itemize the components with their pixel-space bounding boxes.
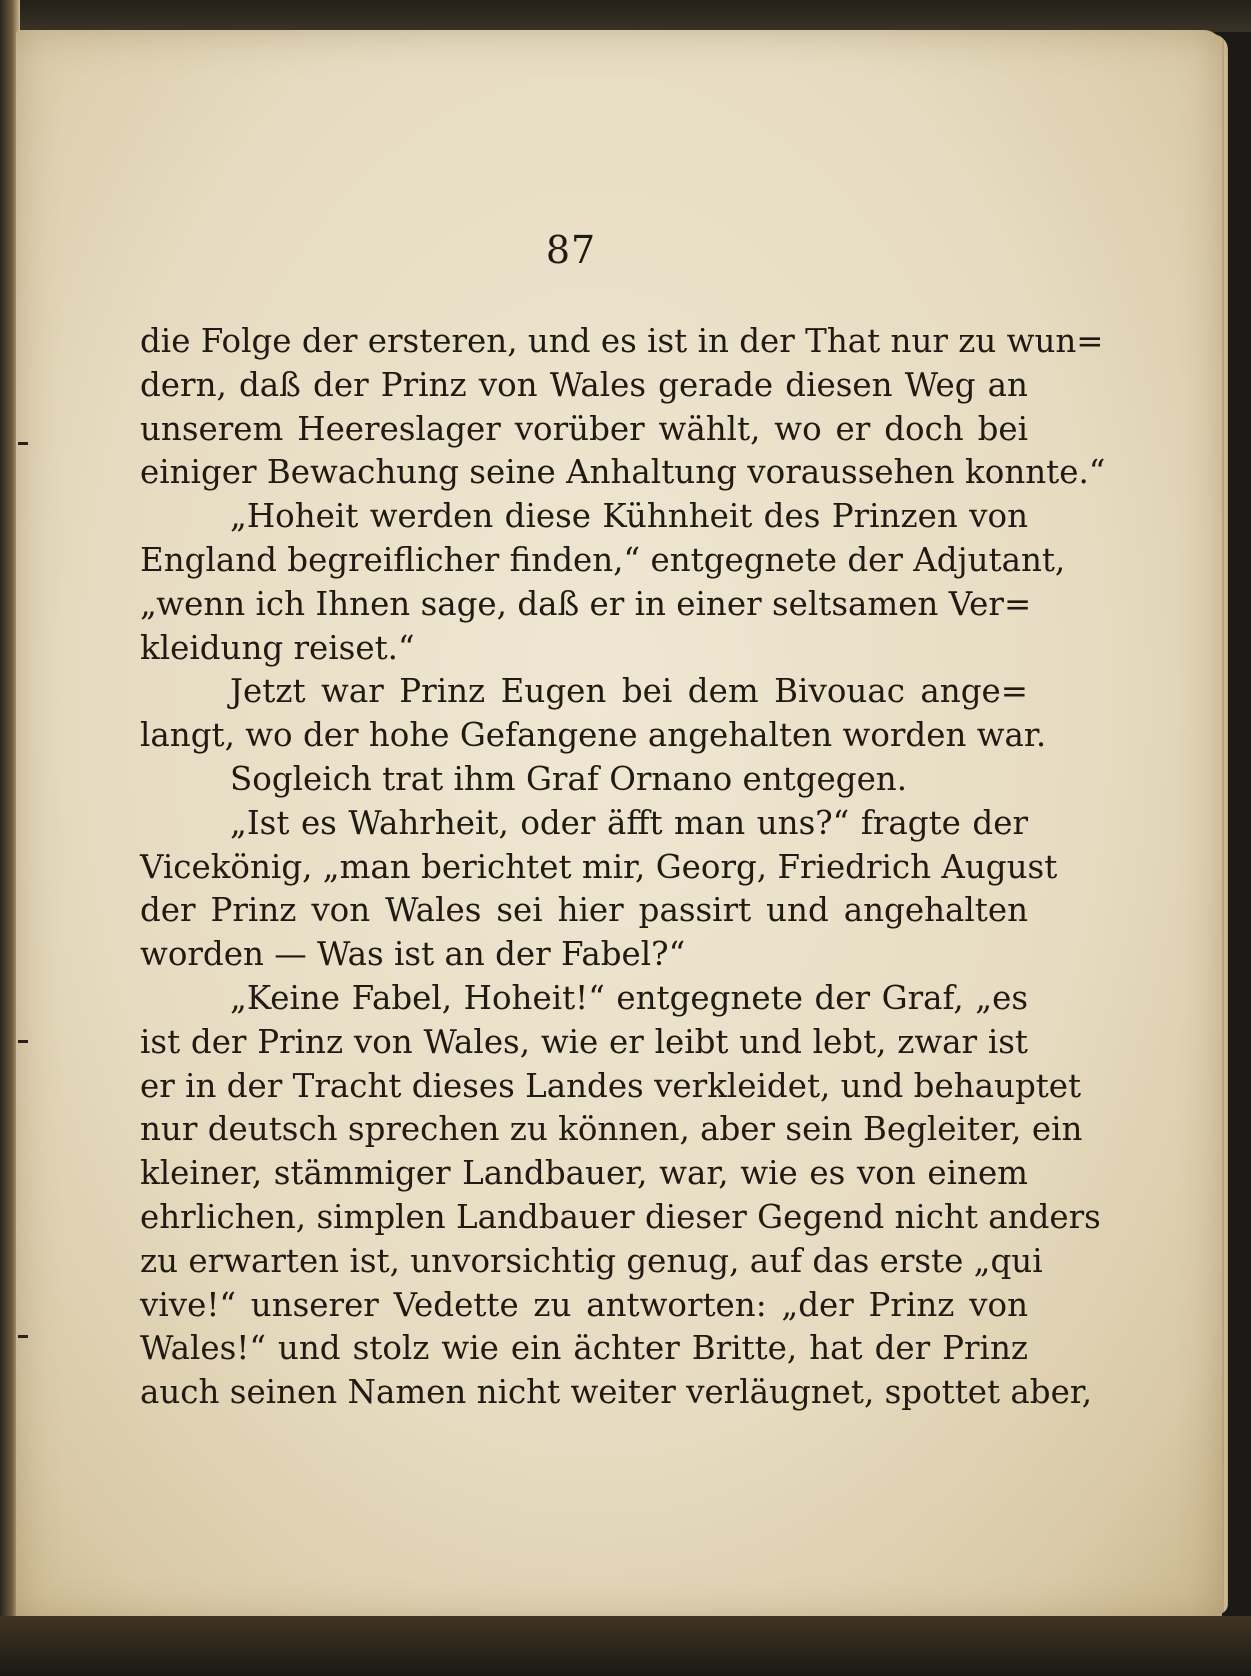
text-line: zu erwarten ist, unvorsichtig genug, auf das erste „qui — [140, 1241, 1043, 1280]
text-line: kleiner, stämmiger Landbauer, war, wie es von einem — [140, 1154, 1028, 1193]
text-line: ist der Prinz von Wales, wie er leibt und lebt, zwar ist — [140, 1022, 1028, 1061]
text-line: nur deutsch sprechen zu können, aber sein Begleiter, ein — [140, 1110, 1083, 1149]
text-line: Wales!“ und stolz wie ein ächter Britte, hat der Prinz — [140, 1329, 1028, 1368]
margin-mark — [18, 1040, 28, 1043]
text-line: auch seinen Namen nicht weiter verläugnet, spottet aber, — [140, 1373, 1093, 1412]
text-line: „Hoheit werden diese Kühnheit des Prinzen von — [230, 497, 1028, 536]
scan-top-border — [0, 0, 1251, 32]
text-line: Vicekönig, „man berichtet mir, Georg, Friedrich August — [140, 847, 1058, 886]
text-line: worden — Was ist an der Fabel?“ — [140, 935, 686, 974]
book-page — [16, 30, 1222, 1622]
page-number: 87 — [545, 228, 597, 272]
margin-mark — [18, 442, 28, 445]
text-line: „Ist es Wahrheit, oder äfft man uns?“ fragte der — [230, 803, 1028, 842]
text-line: Jetzt war Prinz Eugen bei dem Bivouac ange= — [230, 672, 1028, 711]
text-line: vive!“ unserer Vedette zu antworten: „der Prinz von — [140, 1285, 1028, 1324]
text-line: ehrlichen, simplen Landbauer dieser Gegend nicht anders — [140, 1197, 1101, 1236]
text-line: „Keine Fabel, Hoheit!“ entgegnete der Graf, „es — [230, 978, 1028, 1017]
text-line: kleidung reiset.“ — [140, 628, 415, 667]
text-line: die Folge der ersteren, und es ist in der That nur zu wun= — [140, 322, 1104, 360]
text-line: Sogleich trat ihm Graf Ornano entgegen. — [230, 759, 908, 798]
text-line: er in der Tracht dieses Landes verkleidet, und behauptet — [140, 1066, 1082, 1105]
text-line: England begreiflicher finden,“ entgegnete der Adjutant, — [140, 540, 1066, 579]
text-line: dern, daß der Prinz von Wales gerade diesen Weg an — [140, 365, 1028, 404]
text-line: einiger Bewachung seine Anhaltung voraussehen konnte.“ — [140, 453, 1106, 492]
margin-mark — [18, 1335, 28, 1338]
body-text — [140, 320, 1106, 1415]
text-line: „wenn ich Ihnen sage, daß er in einer seltsamen Ver= — [140, 584, 1032, 623]
text-line: der Prinz von Wales sei hier passirt und angehalten — [140, 891, 1028, 930]
text-line: unserem Heereslager vorüber wählt, wo er doch bei — [140, 409, 1028, 448]
scan-bottom-border — [0, 1616, 1251, 1676]
text-line: langt, wo der hohe Gefangene angehalten worden war. — [140, 716, 1047, 755]
